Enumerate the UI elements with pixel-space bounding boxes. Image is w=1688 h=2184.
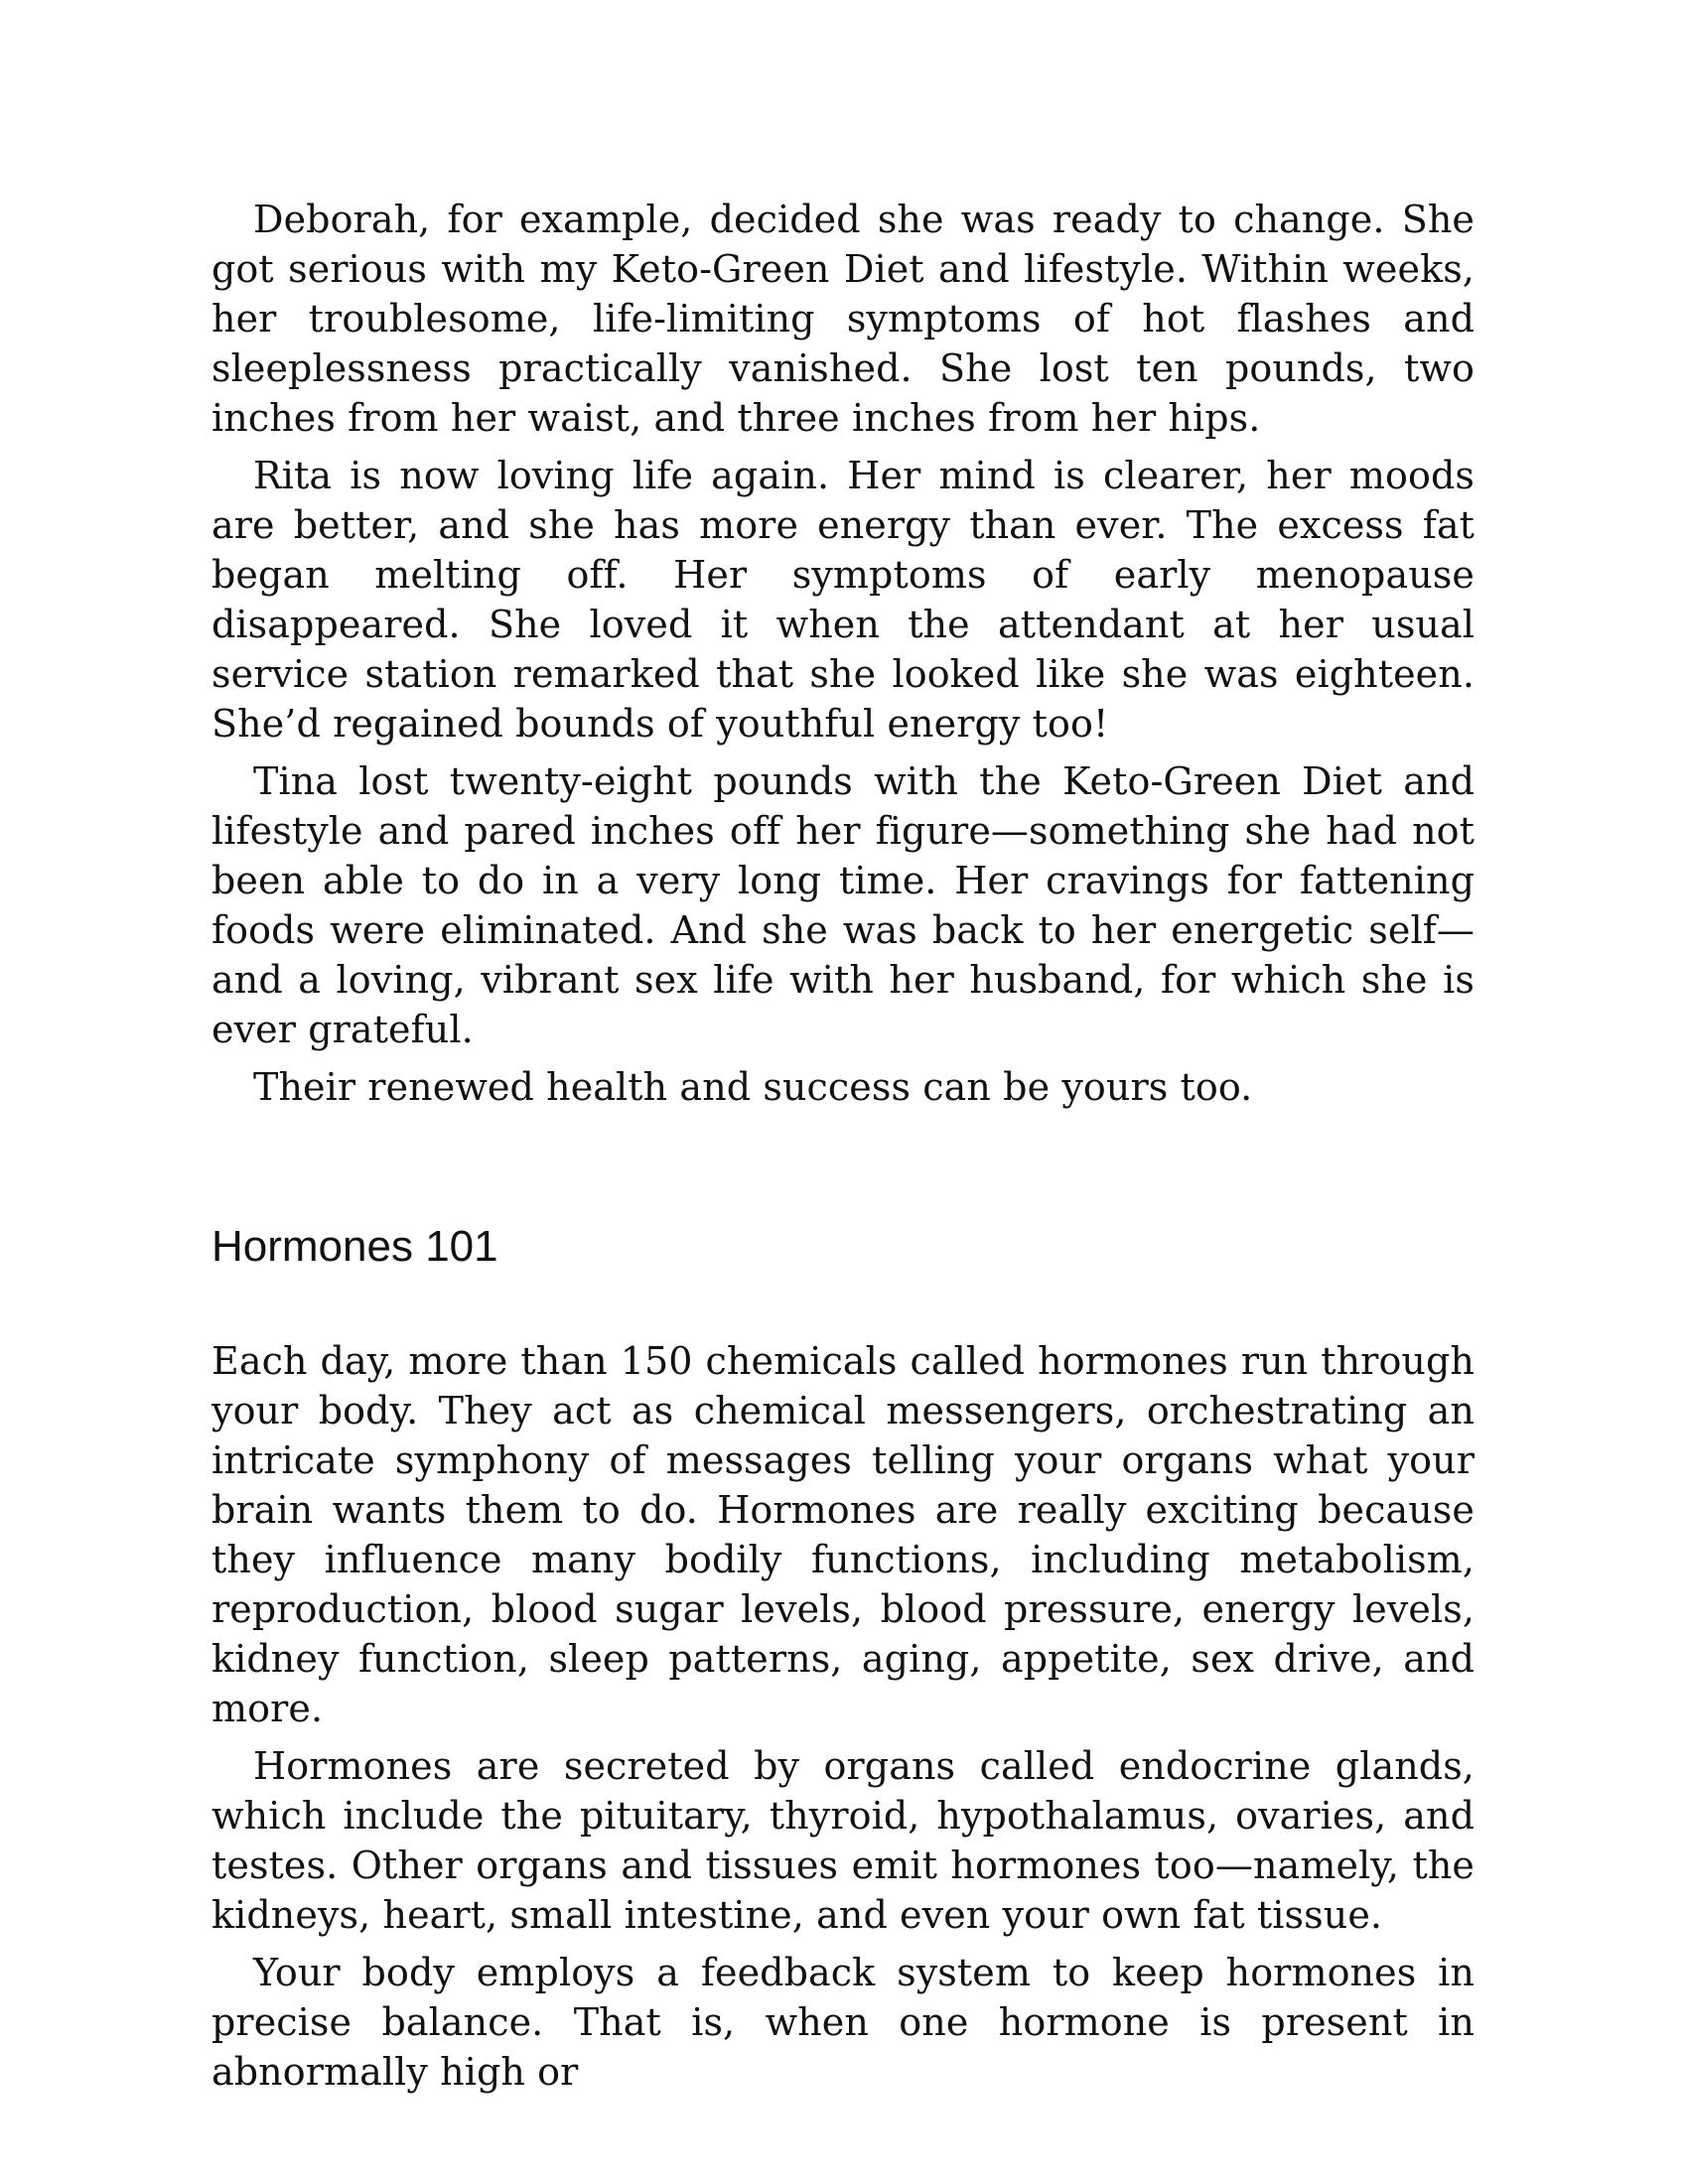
paragraph-endocrine-glands: Hormones are secreted by organs called endocrine glands, which include the pituitary, thyroid, hypothalamus, ovaries, and testes. Other organs and tissues emit hormones too—namely, the kidneys, heart, small intestine, and even your own fat tissue. [211, 1744, 1475, 1937]
paragraph-tina: Tina lost twenty-eight pounds with the Keto-Green Diet and lifestyle and pared inches off her figure—something she had not been able to do in a very long time. Her cravings for fattening foods were eliminated. And she was back to her energetic self—and a loving, vibrant sex life with her husband, for which she is ever grateful. [211, 759, 1475, 1051]
paragraph-deborah: Deborah, for example, decided she was ready to change. She got serious with my Keto-Green Diet and lifestyle. Within weeks, her troublesome, life-limiting symptoms of hot flashes and sleeplessness practically vanished. She lost ten pounds, two inches from her waist, and three inches from her hips. [211, 198, 1475, 440]
book-page [211, 195, 1475, 2105]
paragraph-hormones-intro: Each day, more than 150 chemicals called hormones run through your body. They act as chemical messengers, orchestrating an intricate symphony of messages telling your organs what your brain wants them to do. Hormones are really exciting because they influence many bodily functions, including metabolism, reproduction, blood sugar levels, blood pressure, energy levels, kidney function, sleep patterns, aging, appetite, sex drive, and more. [211, 1339, 1475, 1730]
section-heading: Hormones 101 [211, 1222, 498, 1271]
paragraph-feedback-system: Your body employs a feedback system to keep hormones in precise balance. That is, when one hormone is present in abnormally high or [211, 1951, 1475, 2094]
paragraph-renewed-health: Their renewed health and success can be yours too. [253, 1065, 1253, 1109]
paragraph-rita: Rita is now loving life again. Her mind is clearer, her moods are better, and she has more energy than ever. The excess fat began melting off. Her symptoms of early menopause disappeared. She loved it when the attendant at her usual service station remarked that she looked like she was eighteen. She’d regained bounds of youthful energy too! [211, 454, 1475, 746]
